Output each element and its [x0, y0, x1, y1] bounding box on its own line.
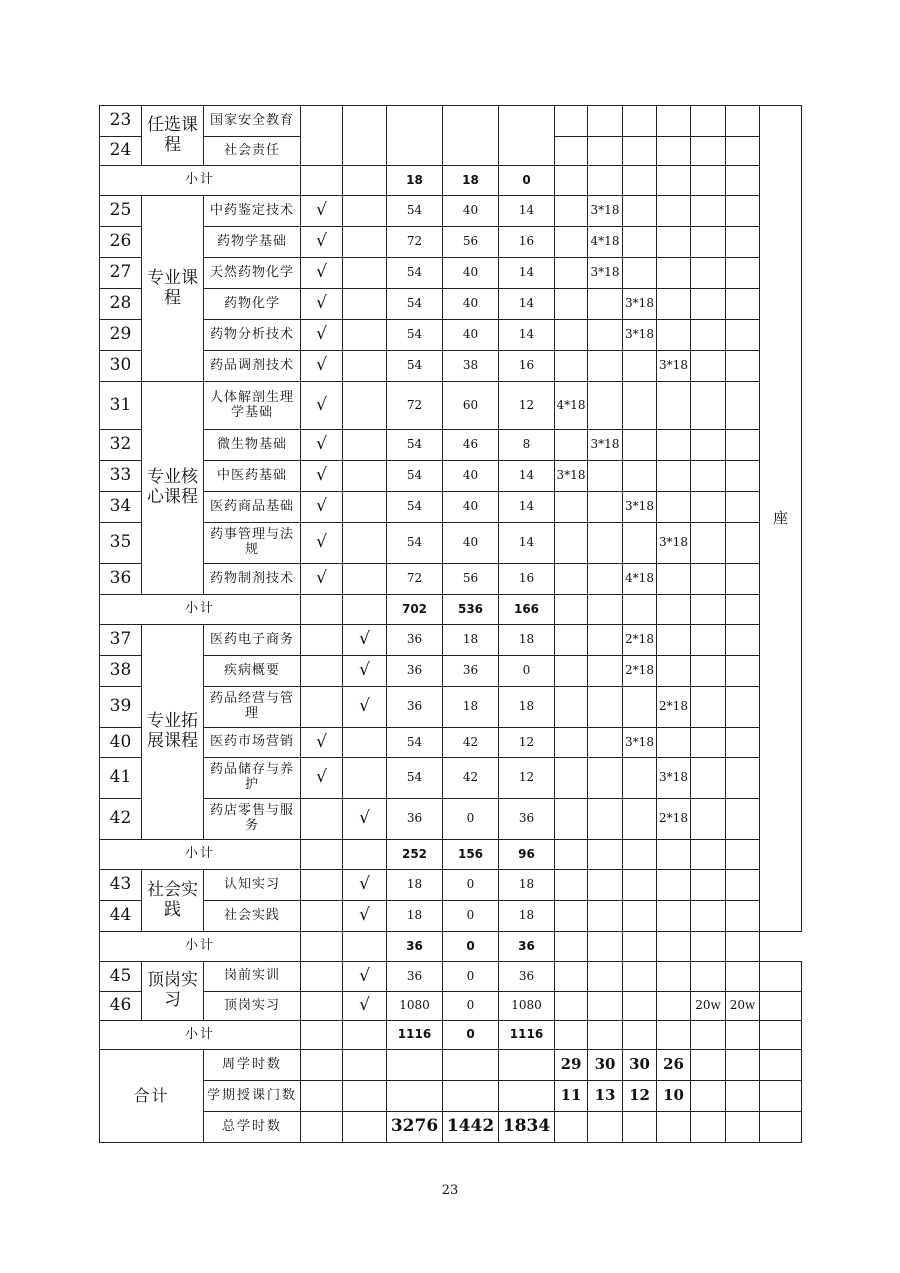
subtotal-total: 36 [387, 932, 443, 962]
table-row [100, 382, 802, 430]
total-hours: 18 [387, 901, 443, 932]
semester-hours: 4*18 [623, 564, 657, 595]
total-hours: 54 [387, 758, 443, 799]
elective-check: √ [343, 799, 387, 840]
course-name: 药品储存与养护 [204, 758, 301, 799]
required-check: √ [301, 523, 343, 564]
theory-hours: 40 [443, 258, 499, 289]
subtotal-theory: 0 [443, 1021, 499, 1050]
elective-check: √ [343, 870, 387, 901]
theory-hours: 38 [443, 351, 499, 382]
curriculum-table [99, 105, 802, 1143]
total-hours: 54 [387, 196, 443, 227]
course-name: 医药商品基础 [204, 492, 301, 523]
practice-hours: 16 [499, 351, 555, 382]
required-check: √ [301, 382, 343, 430]
elective-check: √ [343, 992, 387, 1021]
weekly-hours-sem3: 30 [623, 1050, 657, 1081]
practice-hours: 8 [499, 430, 555, 461]
course-number: 35 [100, 523, 142, 564]
elective-check: √ [343, 656, 387, 687]
subtotal-theory: 18 [443, 166, 499, 196]
theory-hours: 0 [443, 962, 499, 992]
grand-theory-hours: 1442 [443, 1112, 499, 1143]
theory-hours: 40 [443, 320, 499, 351]
course-name: 社会实践 [204, 901, 301, 932]
practice-hours: 12 [499, 728, 555, 758]
total-hours: 36 [387, 687, 443, 728]
semester-hours: 3*18 [623, 320, 657, 351]
semester-hours: 3*18 [588, 258, 623, 289]
course-number: 25 [100, 196, 142, 227]
theory-hours: 0 [443, 870, 499, 901]
practice-hours: 14 [499, 320, 555, 351]
required-check: √ [301, 227, 343, 258]
course-number: 40 [100, 728, 142, 758]
summary-row [100, 1112, 802, 1143]
table-row [100, 625, 802, 656]
category-social-practice: 社会实践 [142, 870, 204, 932]
summary-row [100, 1050, 802, 1081]
course-number: 45 [100, 962, 142, 992]
semester-hours: 2*18 [657, 687, 691, 728]
table-row [100, 351, 802, 382]
subtotal-row [100, 166, 802, 196]
table-row [100, 656, 802, 687]
course-number: 39 [100, 687, 142, 728]
course-number: 37 [100, 625, 142, 656]
theory-hours: 0 [443, 992, 499, 1021]
course-name: 顶岗实习 [204, 992, 301, 1021]
semester-hours: 3*18 [657, 523, 691, 564]
subtotal-label: 小计 [100, 932, 301, 962]
required-check: √ [301, 320, 343, 351]
theory-hours: 40 [443, 461, 499, 492]
course-name: 人体解剖生理学基础 [204, 382, 301, 430]
theory-hours: 18 [443, 625, 499, 656]
total-hours: 54 [387, 289, 443, 320]
course-count-label: 学期授课门数 [204, 1081, 301, 1112]
course-number: 32 [100, 430, 142, 461]
course-name: 药物学基础 [204, 227, 301, 258]
course-number: 27 [100, 258, 142, 289]
subtotal-row [100, 840, 802, 870]
course-number: 44 [100, 901, 142, 932]
course-name: 岗前实训 [204, 962, 301, 992]
category-core: 专业核心课程 [142, 382, 204, 595]
course-name: 微生物基础 [204, 430, 301, 461]
category-internship: 顶岗实习 [142, 962, 204, 1021]
course-name: 药品经营与管理 [204, 687, 301, 728]
category-elective: 任选课程 [142, 106, 204, 166]
grand-total-label: 合计 [100, 1050, 204, 1143]
course-name: 疾病概要 [204, 656, 301, 687]
course-number: 31 [100, 382, 142, 430]
total-hours: 54 [387, 430, 443, 461]
elective-check: √ [343, 687, 387, 728]
required-check: √ [301, 196, 343, 227]
required-check: √ [301, 351, 343, 382]
total-hours: 54 [387, 461, 443, 492]
course-name: 药品调剂技术 [204, 351, 301, 382]
semester-hours: 4*18 [555, 382, 588, 430]
course-count-sem2: 13 [588, 1081, 623, 1112]
table-row [100, 430, 802, 461]
total-hours: 36 [387, 799, 443, 840]
required-check: √ [301, 564, 343, 595]
semester-hours: 3*18 [555, 461, 588, 492]
practice-hours: 18 [499, 901, 555, 932]
total-hours: 36 [387, 625, 443, 656]
practice-hours: 36 [499, 799, 555, 840]
course-number: 29 [100, 320, 142, 351]
course-name: 药物化学 [204, 289, 301, 320]
elective-check: √ [343, 962, 387, 992]
practice-hours: 14 [499, 258, 555, 289]
course-count-sem4: 10 [657, 1081, 691, 1112]
theory-hours: 40 [443, 523, 499, 564]
course-number: 24 [100, 137, 142, 166]
total-hours: 72 [387, 382, 443, 430]
subtotal-label: 小计 [100, 1021, 301, 1050]
subtotal-theory: 156 [443, 840, 499, 870]
theory-hours: 42 [443, 728, 499, 758]
subtotal-total: 18 [387, 166, 443, 196]
practice-hours: 0 [499, 656, 555, 687]
total-hours: 54 [387, 728, 443, 758]
course-name: 医药市场营销 [204, 728, 301, 758]
subtotal-label: 小计 [100, 840, 301, 870]
course-number: 38 [100, 656, 142, 687]
course-number: 33 [100, 461, 142, 492]
subtotal-row [100, 595, 802, 625]
practice-hours: 36 [499, 962, 555, 992]
practice-hours: 12 [499, 382, 555, 430]
subtotal-label: 小计 [100, 595, 301, 625]
course-name: 中医药基础 [204, 461, 301, 492]
course-name: 中药鉴定技术 [204, 196, 301, 227]
table-row [100, 728, 802, 758]
table-row [100, 227, 802, 258]
category-professional: 专业课程 [142, 196, 204, 382]
practice-hours: 18 [499, 687, 555, 728]
course-name: 药物分析技术 [204, 320, 301, 351]
total-hours: 72 [387, 564, 443, 595]
table-row [100, 799, 802, 840]
course-number: 42 [100, 799, 142, 840]
table-row [100, 106, 802, 137]
subtotal-practice: 36 [499, 932, 555, 962]
grand-practice-hours: 1834 [499, 1112, 555, 1143]
table-row [100, 870, 802, 901]
table-row [100, 962, 802, 992]
course-number: 26 [100, 227, 142, 258]
subtotal-practice: 0 [499, 166, 555, 196]
total-hours: 36 [387, 962, 443, 992]
course-number: 43 [100, 870, 142, 901]
practice-hours: 14 [499, 492, 555, 523]
required-check: √ [301, 758, 343, 799]
total-hours: 54 [387, 523, 443, 564]
subtotal-total: 252 [387, 840, 443, 870]
course-name: 药店零售与服务 [204, 799, 301, 840]
subtotal-row [100, 932, 802, 962]
theory-hours: 56 [443, 227, 499, 258]
subtotal-total: 702 [387, 595, 443, 625]
semester-hours: 3*18 [623, 728, 657, 758]
table-row [100, 564, 802, 595]
weekly-hours-label: 周学时数 [204, 1050, 301, 1081]
theory-hours: 18 [443, 687, 499, 728]
theory-hours: 36 [443, 656, 499, 687]
course-name: 药事管理与法规 [204, 523, 301, 564]
theory-hours: 40 [443, 492, 499, 523]
subtotal-theory: 536 [443, 595, 499, 625]
semester-hours: 4*18 [588, 227, 623, 258]
course-number: 23 [100, 106, 142, 137]
theory-hours: 40 [443, 289, 499, 320]
total-hours: 72 [387, 227, 443, 258]
weekly-hours-sem1: 29 [555, 1050, 588, 1081]
grand-total-hours: 3276 [387, 1112, 443, 1143]
course-number: 36 [100, 564, 142, 595]
total-hours: 54 [387, 351, 443, 382]
summary-row [100, 1081, 802, 1112]
table-row [100, 687, 802, 728]
theory-hours: 46 [443, 430, 499, 461]
subtotal-theory: 0 [443, 932, 499, 962]
page-number: 23 [441, 1183, 459, 1198]
semester-5-weeks: 20w [691, 992, 726, 1021]
table-row [100, 289, 802, 320]
required-check: √ [301, 461, 343, 492]
required-check: √ [301, 289, 343, 320]
semester-hours: 3*18 [588, 430, 623, 461]
subtotal-total: 1116 [387, 1021, 443, 1050]
semester-hours: 2*18 [657, 799, 691, 840]
weekly-hours-sem4: 26 [657, 1050, 691, 1081]
total-hours: 36 [387, 656, 443, 687]
total-hours: 54 [387, 320, 443, 351]
course-name: 药物制剂技术 [204, 564, 301, 595]
course-number: 46 [100, 992, 142, 1021]
course-name: 天然药物化学 [204, 258, 301, 289]
course-number: 28 [100, 289, 142, 320]
elective-check: √ [343, 625, 387, 656]
practice-hours: 18 [499, 625, 555, 656]
course-number: 30 [100, 351, 142, 382]
required-check: √ [301, 258, 343, 289]
semester-6-weeks: 20w [726, 992, 760, 1021]
practice-hours: 14 [499, 289, 555, 320]
practice-hours: 12 [499, 758, 555, 799]
semester-hours: 3*18 [657, 351, 691, 382]
table-row [100, 901, 802, 932]
practice-hours: 16 [499, 564, 555, 595]
theory-hours: 42 [443, 758, 499, 799]
subtotal-practice: 1116 [499, 1021, 555, 1050]
table-row [100, 492, 802, 523]
elective-check: √ [343, 901, 387, 932]
course-name: 社会责任 [204, 137, 301, 166]
course-number: 41 [100, 758, 142, 799]
course-number: 34 [100, 492, 142, 523]
semester-hours: 3*18 [588, 196, 623, 227]
table-row [100, 320, 802, 351]
subtotal-label: 小计 [100, 166, 301, 196]
theory-hours: 0 [443, 799, 499, 840]
total-hours: 1080 [387, 992, 443, 1021]
total-hours: 54 [387, 258, 443, 289]
table-row [100, 196, 802, 227]
table-row [100, 258, 802, 289]
theory-hours: 0 [443, 901, 499, 932]
required-check: √ [301, 430, 343, 461]
course-count-sem3: 12 [623, 1081, 657, 1112]
subtotal-practice: 96 [499, 840, 555, 870]
practice-hours: 18 [499, 870, 555, 901]
table-row [100, 523, 802, 564]
remark-note: 座 [760, 106, 802, 932]
practice-hours: 16 [499, 227, 555, 258]
total-hours-label: 总学时数 [204, 1112, 301, 1143]
subtotal-practice: 166 [499, 595, 555, 625]
course-name: 认知实习 [204, 870, 301, 901]
subtotal-row [100, 1021, 802, 1050]
semester-hours: 2*18 [623, 625, 657, 656]
category-extension: 专业拓展课程 [142, 625, 204, 840]
course-name: 国家安全教育 [204, 106, 301, 137]
semester-hours: 3*18 [623, 289, 657, 320]
table-row [100, 992, 802, 1021]
practice-hours: 14 [499, 196, 555, 227]
table-row [100, 461, 802, 492]
total-hours: 54 [387, 492, 443, 523]
semester-hours: 3*18 [623, 492, 657, 523]
theory-hours: 60 [443, 382, 499, 430]
total-hours: 18 [387, 870, 443, 901]
semester-hours: 3*18 [657, 758, 691, 799]
practice-hours: 1080 [499, 992, 555, 1021]
theory-hours: 40 [443, 196, 499, 227]
theory-hours: 56 [443, 564, 499, 595]
required-check: √ [301, 492, 343, 523]
practice-hours: 14 [499, 461, 555, 492]
semester-hours: 2*18 [623, 656, 657, 687]
table-row [100, 758, 802, 799]
course-count-sem1: 11 [555, 1081, 588, 1112]
course-name: 医药电子商务 [204, 625, 301, 656]
weekly-hours-sem2: 30 [588, 1050, 623, 1081]
practice-hours: 14 [499, 523, 555, 564]
required-check: √ [301, 728, 343, 758]
